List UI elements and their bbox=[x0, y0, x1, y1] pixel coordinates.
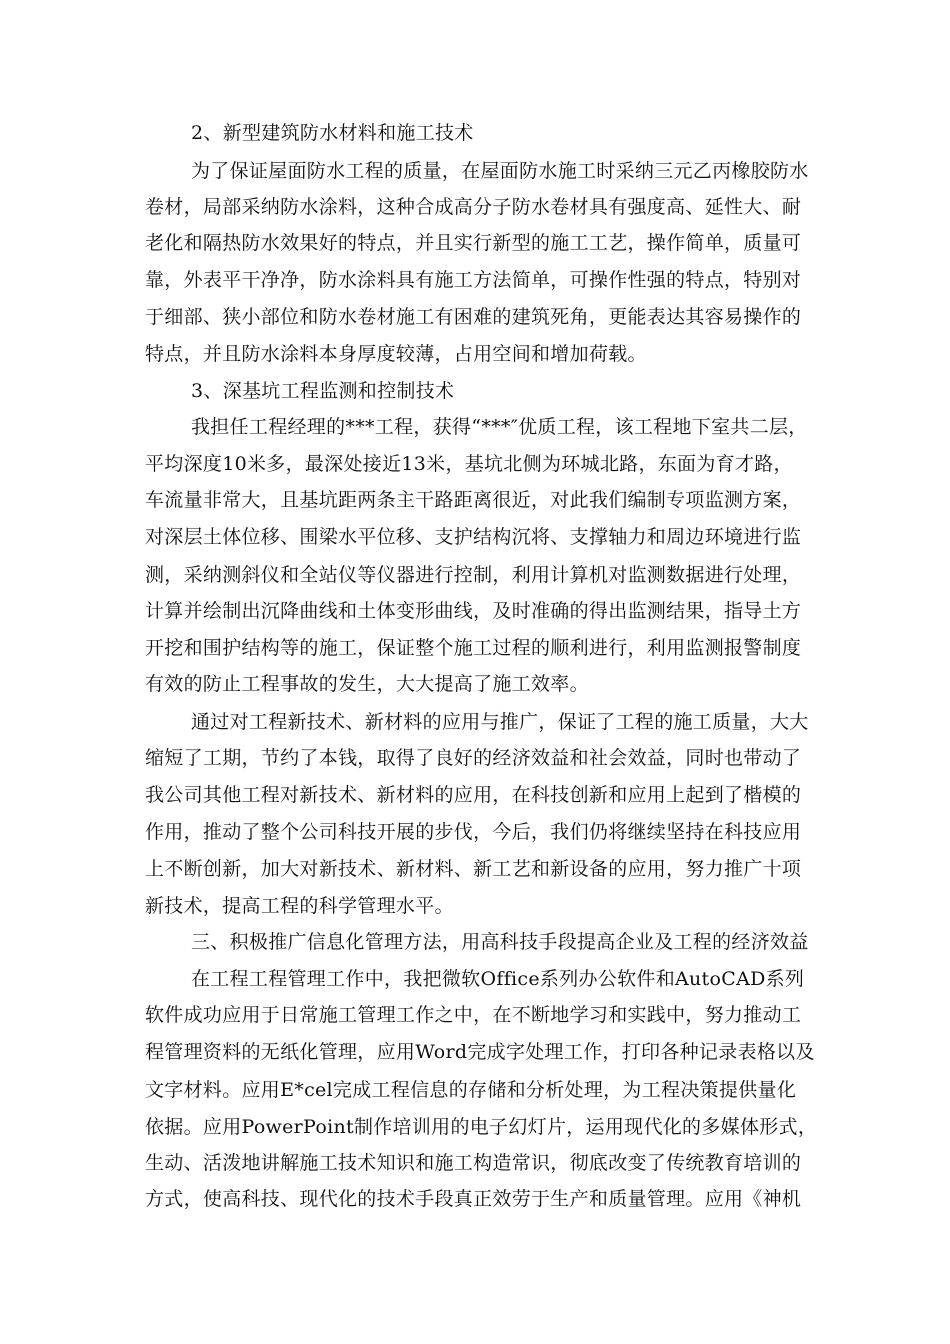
section-heading-informatization: 三、积极推广信息化管理方法，用高科技手段提高企业及工程的经济效益 bbox=[191, 931, 809, 953]
paragraph-line: 新技术，提高工程的科学管理水平。 bbox=[145, 895, 454, 917]
paragraph-line: 测，采纳测斜仪和全站仪等仪器进行控制，利用计算机对监测数据进行处理， bbox=[145, 564, 802, 586]
paragraph-line: 上不断创新，加大对新技术、新材料、新工艺和新设备的应用，努力推广十项 bbox=[145, 858, 802, 880]
paragraph-line: 有效的防止工程事故的发生，大大提高了施工效率。 bbox=[145, 673, 589, 695]
paragraph-line: 缩短了工期，节约了本钱，取得了良好的经济效益和社会效益，同时也带动了 bbox=[145, 747, 802, 769]
paragraph-line: 文字材料。应用E*cel完成工程信息的存储和分析处理，为工程决策提供量化 bbox=[145, 1079, 797, 1101]
paragraph-line: 计算并绘制出沉降曲线和土体变形曲线，及时准确的得出监测结果，指导土方 bbox=[145, 600, 802, 622]
paragraph-line: 于细部、狭小部位和防水卷材施工有困难的建筑死角，更能表达其容易操作的 bbox=[145, 306, 802, 328]
paragraph-line: 生动、活泼地讲解施工技术知识和施工构造常识，彻底改变了传统教育培训的 bbox=[145, 1152, 802, 1174]
paragraph-line: 程管理资料的无纸化管理，应用Word完成字处理工作，打印各种记录表格以及 bbox=[145, 1041, 815, 1063]
paragraph-line: 对深层土体位移、围梁水平位移、支护结构沉将、支撑轴力和周边环境进行监 bbox=[145, 526, 802, 548]
paragraph-line: 卷材，局部采纳防水涂料，这种合成高分子防水卷材具有强度高、延性大、耐 bbox=[145, 196, 802, 218]
paragraph-line: 车流量非常大，且基坑距两条主干路距离很近，对此我们编制专项监测方案， bbox=[145, 489, 802, 511]
paragraph-line: 特点，并且防水涂料本身厚度较薄，占用空间和增加荷载。 bbox=[145, 343, 647, 365]
paragraph-line: 我公司其他工程对新技术、新材料的应用，在科技创新和应用上起到了楷模的 bbox=[145, 784, 802, 806]
paragraph-line: 老化和隔热防水效果好的特点，并且实行新型的施工工艺，操作简单，质量可 bbox=[145, 232, 802, 254]
section-heading-excavation: 3、深基坑工程监测和控制技术 bbox=[191, 380, 455, 402]
paragraph-line: 为了保证屋面防水工程的质量，在屋面防水施工时采纳三元乙丙橡胶防水 bbox=[191, 160, 809, 182]
paragraph-line: 方式，使高科技、现代化的技术手段真正效劳于生产和质量管理。应用《神机 bbox=[145, 1188, 802, 1210]
paragraph-line: 平均深度10米多，最深处接近13米，基坑北侧为环城北路，东面为育才路， bbox=[145, 453, 793, 475]
paragraph-line: 软件成功应用于日常施工管理工作之中，在不断地学习和实践中，努力推动工 bbox=[145, 1004, 802, 1026]
paragraph-line: 开挖和围护结构等的施工，保证整个施工过程的顺利进行，利用监测报警制度 bbox=[145, 637, 802, 659]
paragraph-line: 我担任工程经理的***工程，获得“***″优质工程，该工程地下室共二层， bbox=[191, 416, 808, 438]
paragraph-line: 作用，推动了整个公司科技开展的步伐，今后，我们仍将继续坚持在科技应用 bbox=[145, 821, 802, 843]
paragraph-line: 通过对工程新技术、新材料的应用与推广，保证了工程的施工质量，大大 bbox=[191, 711, 809, 733]
paragraph-line: 在工程工程管理工作中，我把微软Office系列办公软件和AutoCAD系列 bbox=[191, 968, 805, 990]
paragraph-line: 靠，外表平干净净，防水涂料具有施工方法简单，可操作性强的特点，特别对 bbox=[145, 269, 802, 291]
paragraph-line: 依据。应用PowerPoint制作培训用的电子幻灯片，运用现代化的多媒体形式， bbox=[145, 1116, 818, 1138]
section-heading-waterproofing: 2、新型建筑防水材料和施工技术 bbox=[191, 122, 474, 144]
